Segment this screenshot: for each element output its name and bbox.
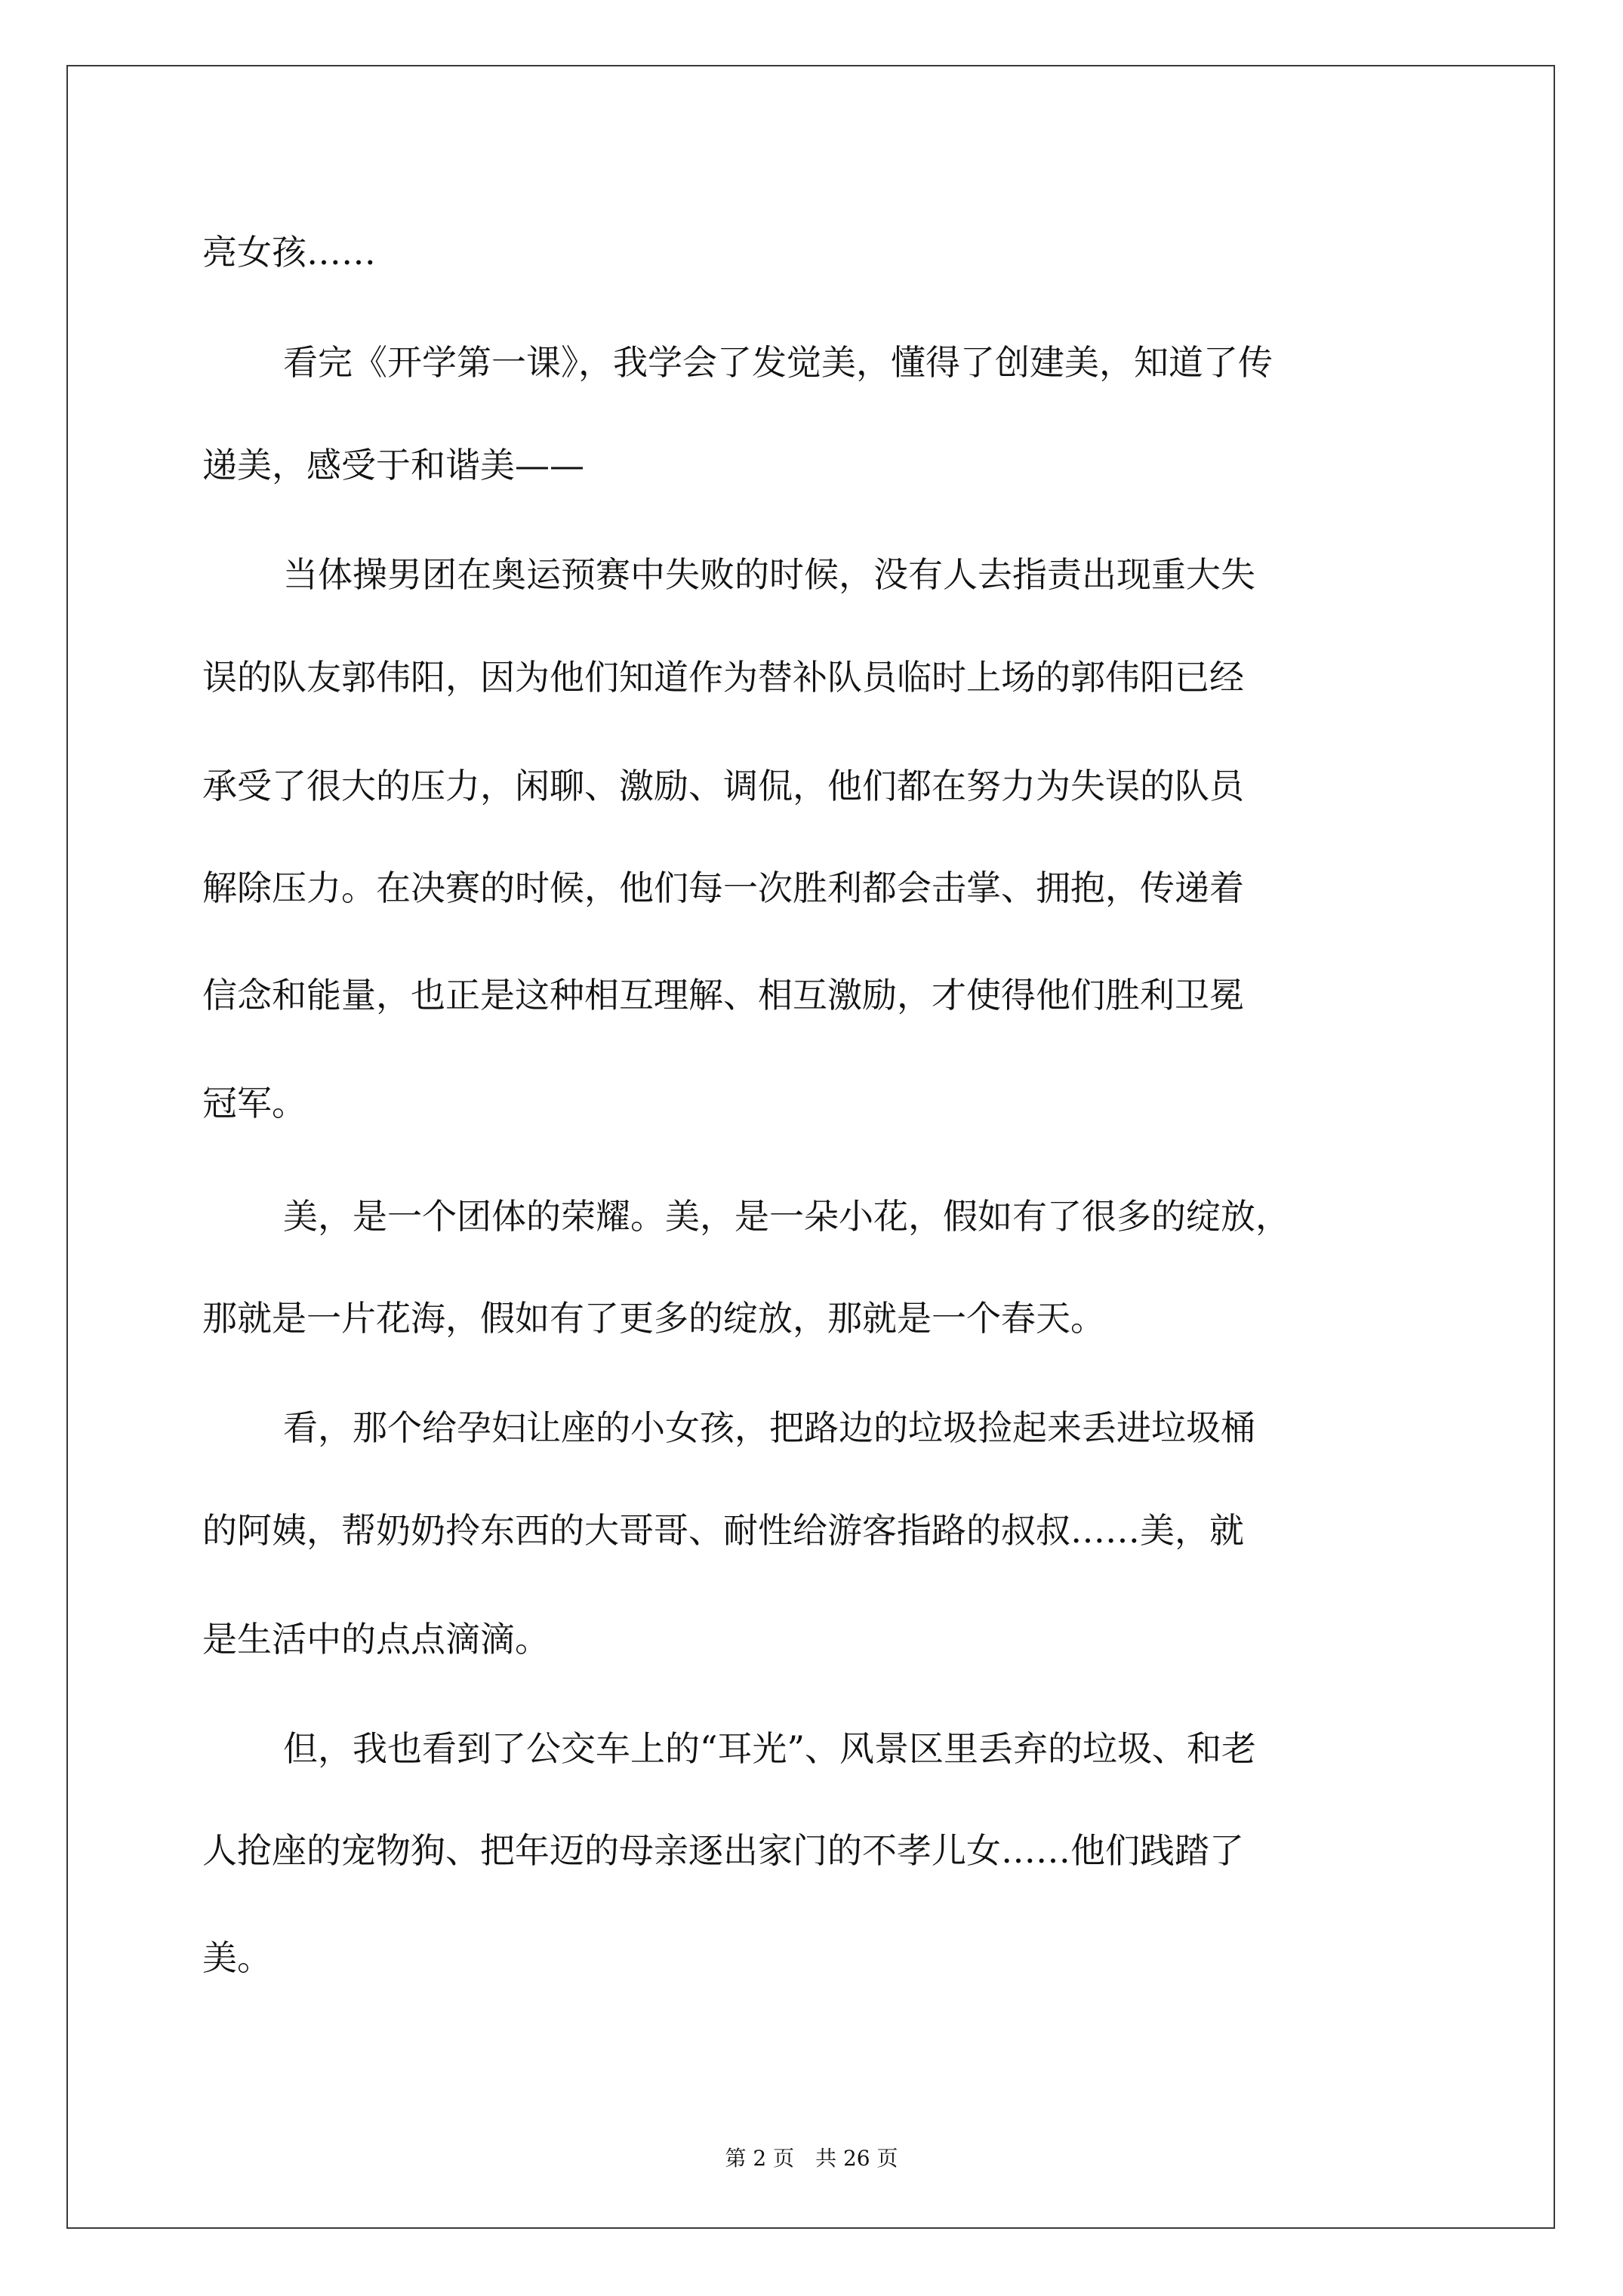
line-text: 那就是一片花海，假如有了更多的绽放，那就是一个春天。 (202, 1298, 1105, 1339)
text-line (0, 424, 1623, 507)
page-number-footer: 第 2 页 共 26 页 (725, 2146, 898, 2171)
line-text: 当体操男团在奥运预赛中失败的时候，没有人去指责出现重大失 (283, 554, 1255, 595)
line-text: 但，我也看到了公交车上的“耳光”、风景区里丢弃的垃圾、和老 (283, 1728, 1257, 1769)
text-line (0, 211, 1623, 294)
line-text: 美。 (202, 1937, 272, 1978)
text-line (0, 1598, 1623, 1681)
text-line (0, 1175, 1623, 1258)
text-line (0, 1062, 1623, 1145)
line-text: 误的队友郭伟阳，因为他们知道作为替补队员临时上场的郭伟阳已经 (202, 657, 1244, 698)
text-line (0, 954, 1623, 1037)
line-text: 看，那个给孕妇让座的小女孩，把路边的垃圾捡起来丢进垃圾桶 (283, 1407, 1255, 1448)
text-line (0, 1707, 1623, 1790)
text-line (0, 1277, 1623, 1360)
line-text: 人抢座的宠物狗、把年迈的母亲逐出家门的不孝儿女……他们践踏了 (202, 1830, 1244, 1871)
line-text: 冠军。 (202, 1083, 306, 1123)
line-text: 承受了很大的压力，闲聊、激励、调侃，他们都在努力为失误的队员 (202, 766, 1244, 806)
line-text: 解除压力。在决赛的时候，他们每一次胜利都会击掌、拥抱，传递着 (202, 868, 1244, 908)
text-line (0, 1916, 1623, 1999)
line-text: 美，是一个团体的荣耀。美，是一朵小花，假如有了很多的绽放， (283, 1196, 1290, 1237)
text-line (0, 1489, 1623, 1572)
text-line (0, 846, 1623, 929)
text-line (0, 636, 1623, 719)
line-text: 亮女孩…… (202, 232, 376, 273)
line-text: 看完《开学第一课》，我学会了发觉美，懂得了创建美，知道了传 (283, 342, 1273, 383)
line-text: 递美，感受于和谐美—— (202, 445, 584, 485)
text-line (0, 533, 1623, 616)
line-text: 的阿姨，帮奶奶拎东西的大哥哥、耐性给游客指路的叔叔……美，就 (202, 1510, 1244, 1551)
line-text: 是生活中的点点滴滴。 (202, 1619, 550, 1660)
text-line (0, 321, 1623, 404)
text-line (0, 1809, 1623, 1892)
text-line (0, 1386, 1623, 1469)
text-line (0, 744, 1623, 827)
line-text: 信念和能量，也正是这种相互理解、相互激励，才使得他们胜利卫冕 (202, 975, 1244, 1015)
